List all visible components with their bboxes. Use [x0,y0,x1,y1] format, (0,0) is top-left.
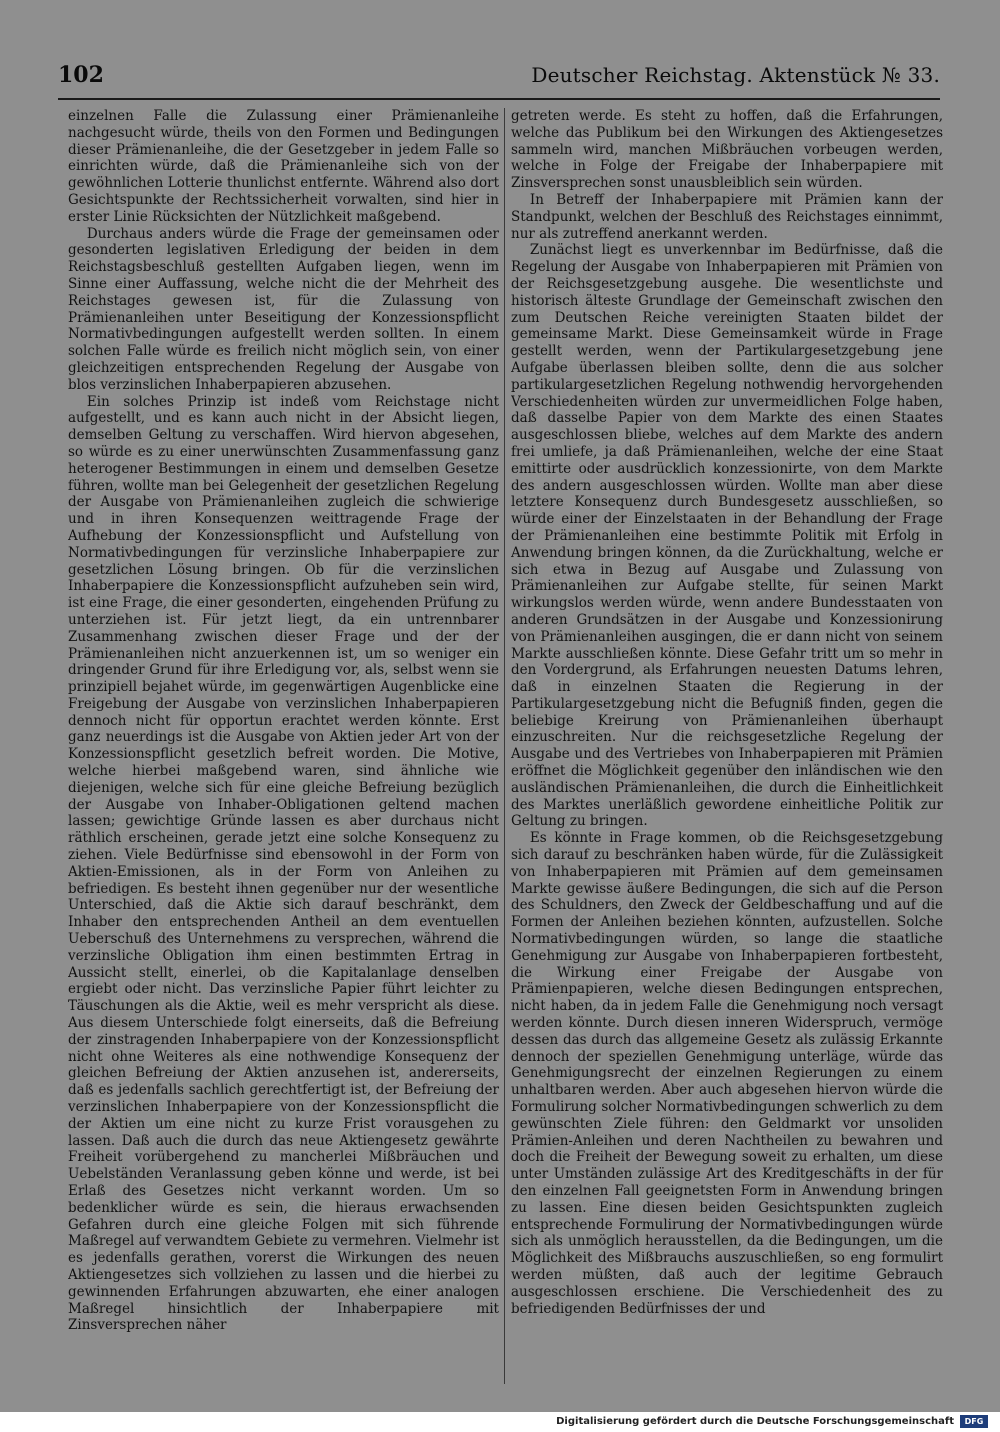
page-header [58,60,940,94]
left-column [68,108,499,1388]
dfg-logo-icon: DFG [960,1415,988,1428]
header-rule [58,98,940,100]
paragraph: Ein solches Prinzip ist indeß vom Reichstage nicht aufgestellt, und es kann auch nicht in der Absicht liegen, demselben Geltung zu verschaffen. Wird hiervon abgesehen, so würde es zu einer unerwünschten Zusammenfassung ganz heterogener Bestimmungen in einem und demselben Gesetze führen, wollte man bei Gelegenheit der gesetzlichen Regelung der Ausgabe von Prämienanleihen zugleich die schwierige und in ihren Konsequenzen weittragende Frage der Aufhebung der Konzessionspflicht und Aufstellung von Normativbedingungen für verzinsliche Inhaberpapiere zur gesetzlichen Lösung bringen. Ob für die verzinslichen Inhaberpapiere die Konzessionspflicht aufzuheben sein wird, ist eine Frage, die einer gesonderten, eingehenden Prüfung zu unterziehen ist. Für jetzt liegt, da ein untrennbarer Zusammenhang zwischen dieser Frage und der der Prämienanleihen nicht anzuerkennen ist, um so weniger ein dringender Grund für ihre Erledigung vor, als, selbst wenn sie prinzipiell bejahet würde, im gegenwärtigen Augenblicke eine Freigebung der Ausgabe von verzinslichen Inhaberpapieren dennoch nicht für opportun erachtet werden könnte. Erst ganz neuerdings ist die Ausgabe von Aktien jeder Art von der Konzessionspflicht gesetzlich befreit worden. Die Motive, welche hierbei maßgebend waren, sind ähnliche wie diejenigen, welche sich für eine gleiche Befreiung bezüglich der Ausgabe von Inhaber-Obligationen geltend machen lassen; gewichtige Gründe lassen es aber durchaus nicht räthlich erscheinen, gerade jetzt eine solche Konsequenz zu ziehen. Viele Bedürfnisse sind ebensowohl in der Form von Aktien-Emissionen, als in der Form von Anleihen zu befriedigen. Es besteht ihnen gegenüber nur der wesentliche Unterschied, daß die Aktie sich darauf beschränkt, dem Inhaber den entsprechenden Antheil an dem eventuellen Ueberschuß des Unternehmens zu versprechen, während die verzinsliche Obligation ihm einen bestimmten Ertrag in Aussicht stellt, einerlei, ob die Kapitalanlage denselben ergiebt oder nicht. Das verzinsliche Papier führt leichter zu Täuschungen als die Aktie, weil es mehr verspricht als diese. Aus diesem Unterschiede folgt einerseits, daß die Befreiung der zinstragenden Inhaberpapiere von der Konzessionspflicht nicht ohne Weiteres als eine nothwendige Konsequenz der gleichen Befreiung der Aktien anzusehen ist, andererseits, daß es jedenfalls sachlich gerechtfertigt ist, der Befreiung der verzinslichen Inhaberpapiere von der Konzessionspflicht die der Aktien um eine nicht zu kurze Frist vorausgehen zu lassen. Daß auch die durch das neue Aktiengesetz gewährte Freiheit vorübergehend zu mancherlei Mißbräuchen und Uebelständen Veranlassung geben könne und werde, ist bei Erlaß des Gesetzes nicht verkannt worden. Um so bedenklicher würde es sein, die hieraus erwachsenden Gefahren durch eine gleiche Folgen mit sich führende Maßregel auf verwandtem Gebiete zu vermehren. Vielmehr ist es jedenfalls gerathen, vorerst die Wirkungen des neuen Aktiengesetzes sich vollziehen zu lassen und die hierbei zu gewinnenden Erfahrungen abzuwarten, ehe einer analogen Maßregel hinsichtlich der Inhaberpapiere mit Zinsversprechen näher [68,393,499,1334]
paragraph: einzelnen Falle die Zulassung einer Prämienanleihe nachgesucht würde, theils von den Formen und Bedingungen dieser Prämienanleihe, die der Gesetzgeber in jedem Falle so einrichten würde, daß die Prämienanleihe sich von der gewöhnlichen Lotterie thunlichst entfernte. Während also dort Gesichtspunkte der Rechtssicherheit vorwalten, sind hier in erster Linie Rücksichten der Nützlichkeit maßgebend. [68,108,499,225]
paragraph: getreten werde. Es steht zu hoffen, daß die Erfahrungen, welche das Publikum bei den Wirkungen des Aktiengesetzes sammeln wird, manchen Mißbräuchen vorbeugen werden, welche in Folge der Freigabe der Inhaberpapiere mit Zinsversprechen sonst unausbleiblich sein würden. [511,108,943,192]
paragraph: In Betreff der Inhaberpapiere mit Prämien kann der Standpunkt, welchen der Beschluß des Reichstages einnimmt, nur als zutreffend anerkannt werden. [511,191,943,242]
running-title: Deutscher Reichstag. Aktenstück № 33. [531,63,940,87]
funding-credit: Digitalisierung gefördert durch die Deutsche Forschungsgemeinschaft [556,1416,954,1427]
paragraph: Zunächst liegt es unverkennbar im Bedürfnisse, daß die Regelung der Ausgabe von Inhaberpapieren mit Prämien von der Reichsgesetzgebung ausgehe. Die wesentlichste und historisch älteste Grundlage der Gemeinschaft zwischen den zum Deutschen Reiche vereinigten Staaten bildet der gemeinsame Markt. Diese Gemeinsamkeit würde in Frage gestellt werden, wenn der Partikulargesetzgebung jene Aufgabe überlassen bleiben sollte, denn die aus solcher partikulargesetzlichen Regelung nothwendig hervorgehenden Verschiedenheiten würden zur unvermeidlichen Folge haben, daß dasselbe Papier von dem Markte des einen Staates ausgeschlossen bliebe, welches auf dem Markte des andern frei umliefe, ja daß Prämienanleihen, welche der eine Staat emittirte oder ausdrücklich konzessionirte, von dem Markte des andern ausgeschlossen würden. Wollte man aber diese letztere Konsequenz durch Bundesgesetz ausschließen, so würde einer der Einzelstaaten in der Behandlung der Frage der Prämienanleihen eine bestimmte Politik mit Erfolg in Anwendung bringen können, da die Zurückhaltung, welche er sich etwa in Bezug auf Ausgabe und Zulassung von Prämienanleihen zur Aufgabe stellte, für seinen Markt wirkungslos werden würde, wenn andere Bundesstaaten von anderen Grundsätzen in der Ausgabe und Konzessionirung von Prämienanleihen ausgingen, die er dann nicht von seinem Markte ausschließen könnte. Diese Gefahr tritt um so mehr in den Vordergrund, als Erfahrungen neuesten Datums lehren, daß in einzelnen Staaten die Regierung in der Partikulargesetzgebung nicht die Befugniß finden, gegen die beliebige Kreirung von Prämienanleihen überhaupt einzuschreiten. Nur die reichsgesetzliche Regelung der Ausgabe und des Vertriebes von Inhaberpapieren mit Prämien eröffnet die Möglichkeit gegenüber den inländischen wie den ausländischen Prämienanleihen, die durch die Einheitlichkeit des Marktes unerläßlich gewordene einheitliche Politik zur Geltung zu bringen. [511,242,943,830]
page-number: 102 [58,62,104,88]
paragraph: Durchaus anders würde die Frage der gemeinsamen oder gesonderten legislativen Erledigung der beiden in dem Reichstagsbeschluß gestellten Aufgaben liegen, wenn im Sinne einer Auffassung, welche nicht die der Mehrheit des Reichstages gewesen ist, für die Zulassung von Prämienanleihen unter Beseitigung der Konzessionspflicht Normativbedingungen aufgestellt werden sollten. In einem solchen Falle würde es freilich nicht möglich sein, von einer gleichzeitigen entsprechenden Regelung der Ausgabe von blos verzinslichen Inhaberpapieren abzusehen. [68,225,499,393]
paragraph: Es könnte in Frage kommen, ob die Reichsgesetzgebung sich darauf zu beschränken haben würde, für die Zulässigkeit von Inhaberpapieren mit Prämien auf dem gemeinsamen Markte gewisse äußere Bedingungen, die sich auf die Person des Schuldners, den Zweck der Geldbeschaffung und auf die Formen der Anleihen beziehen könnten, aufzustellen. Solche Normativbedingungen würden, so lange die staatliche Genehmigung zur Ausgabe von Inhaberpapieren fortbesteht, die Wirkung einer Freigabe der Ausgabe von Prämienpapieren, welche diesen Bedingungen entsprechen, nicht haben, da in jedem Falle die Genehmigung noch versagt werden könnte. Durch diesen inneren Widerspruch, vermöge dessen das durch das allgemeine Gesetz als zulässig Erkannte dennoch der speziellen Genehmigung unterläge, würde das Genehmigungsrecht der einzelnen Regierungen zu einem unhaltbaren werden. Aber auch abgesehen hiervon würde die Formulirung solcher Normativbedingungen schwerlich zu dem gewünschten Ziele führen: den Geldmarkt vor unsoliden Prämien-Anleihen und deren Nachtheilen zu bewahren und doch die Freiheit der Bewegung soweit zu erhalten, um diese unter Umständen zulässige Art des Kreditgeschäfts in der für den einzelnen Fall geeignetsten Form in Anwendung bringen zu lassen. Eine diesen beiden Gesichtspunkten zugleich entsprechende Formulirung der Normativbedingungen würde sich als unmöglich herausstellen, da die Bedingungen, um die Möglichkeit des Mißbrauchs auszuschließen, so eng formulirt werden müßten, daß auch der legitime Gebrauch ausgeschlossen erschiene. Die Verschiedenheit des zu befriedigenden Bedürfnisses der und [511,830,943,1317]
digitization-footer [0,1412,1000,1432]
column-divider [504,108,505,1384]
right-column [511,108,943,1388]
